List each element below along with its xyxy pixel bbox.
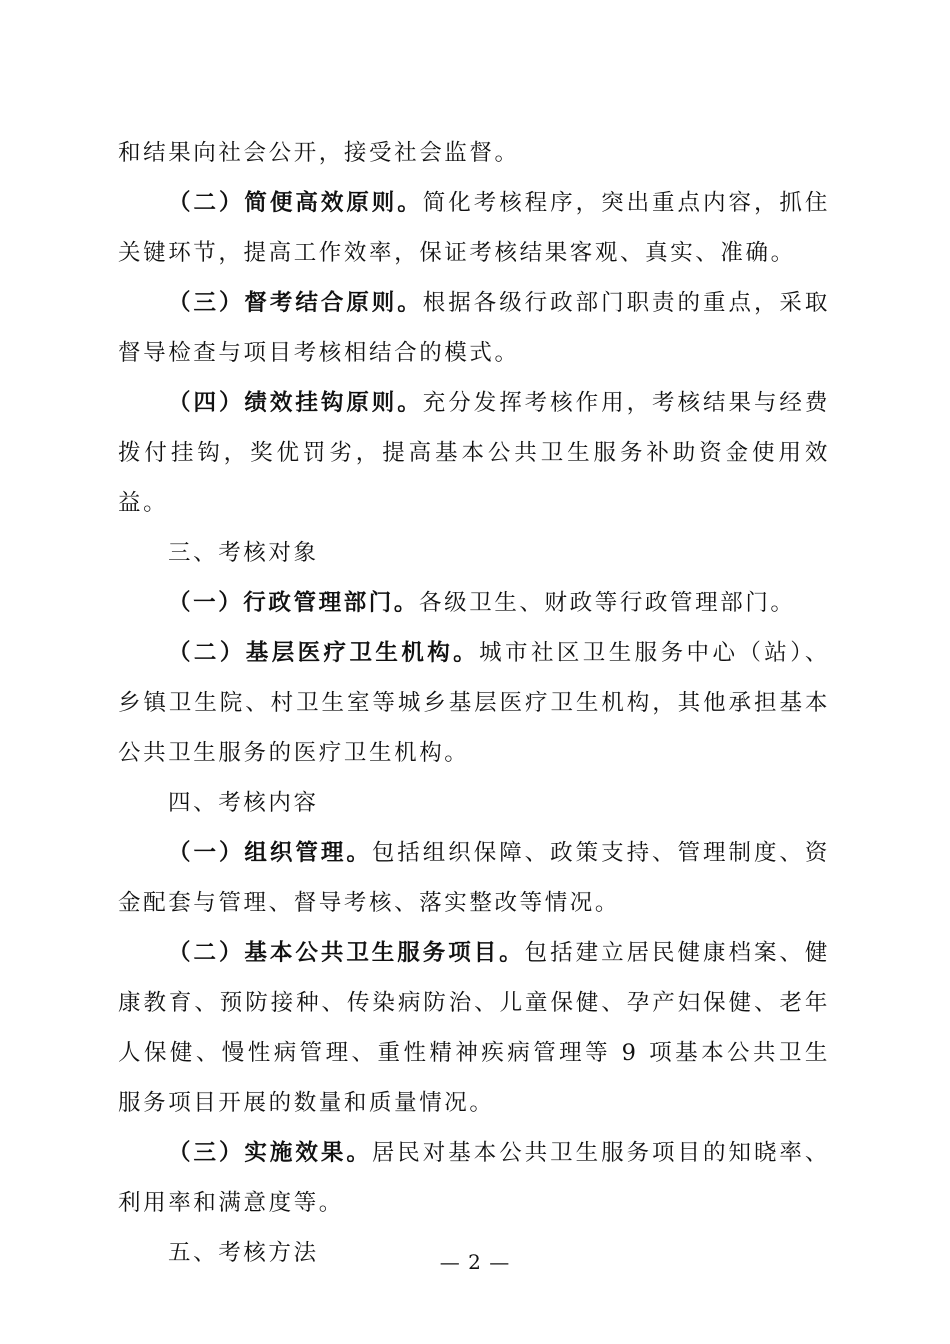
paragraph-text: 和结果向社会公开，接受社会监督。 xyxy=(118,140,520,166)
paragraph-text: 包括组织保障、政策支持、管理制度、资金配套与管理、督导考核、落实整改等情况。 xyxy=(118,840,830,916)
paragraph-content-2 xyxy=(118,928,830,1128)
paragraph-content-3 xyxy=(118,1128,830,1228)
paragraph-lead: （二）基本公共卫生服务项目。 xyxy=(168,940,525,966)
section-heading-3: 三、考核对象 xyxy=(168,540,319,566)
paragraph-lead: （一）行政管理部门。 xyxy=(168,590,420,616)
paragraph-lead: （三）督考结合原则。 xyxy=(168,290,423,316)
paragraph-principle-3 xyxy=(118,278,830,378)
paragraph-text: 居民对基本公共卫生服务项目的知晓率、利用率和满意度等。 xyxy=(118,1140,830,1216)
paragraph-text: 根据各级行政部门职责的重点，采取督导检查与项目考核相结合的模式。 xyxy=(118,290,830,366)
document-body xyxy=(118,128,830,1278)
paragraph-lead: （二）简便高效原则。 xyxy=(168,190,423,216)
section-heading-4: 四、考核内容 xyxy=(168,790,319,816)
paragraph-principle-2 xyxy=(118,178,830,278)
paragraph-text: 包括建立居民健康档案、健康教育、预防接种、传染病防治、儿童保健、孕产妇保健、老年人保健、慢性病管理、重性精神疾病管理等 9 项基本公共卫生服务项目开展的数量和质量情况。 xyxy=(118,940,831,1116)
paragraph-principle-4 xyxy=(118,378,830,528)
paragraph-text: 城市社区卫生服务中心（站）、乡镇卫生院、村卫生室等城乡基层医疗卫生机构，其他承担基本公共卫生服务的医疗卫生机构。 xyxy=(118,640,830,766)
paragraph-text: 简化考核程序，突出重点内容，抓住关键环节，提高工作效率，保证考核结果客观、真实、准确。 xyxy=(118,190,830,266)
paragraph-lead: （四）绩效挂钩原则。 xyxy=(168,390,423,416)
paragraph-text: 各级卫生、财政等行政管理部门。 xyxy=(419,590,796,616)
paragraph-lead: （二）基层医疗卫生机构。 xyxy=(168,640,480,666)
paragraph-text: 充分发挥考核作用，考核结果与经费拨付挂钩，奖优罚劣，提高基本公共卫生服务补助资金使用效益。 xyxy=(118,390,830,516)
paragraph-content-1 xyxy=(118,828,830,928)
paragraph-lead: （三）实施效果。 xyxy=(168,1140,372,1166)
section-heading-5: 五、考核方法 xyxy=(168,1240,319,1266)
paragraph-lead: （一）组织管理。 xyxy=(168,840,372,866)
paragraph-target-2 xyxy=(118,628,830,778)
paragraph-target-1 xyxy=(118,578,830,628)
page-number: — 2 — xyxy=(439,1250,511,1274)
paragraph-continuation xyxy=(118,128,830,178)
